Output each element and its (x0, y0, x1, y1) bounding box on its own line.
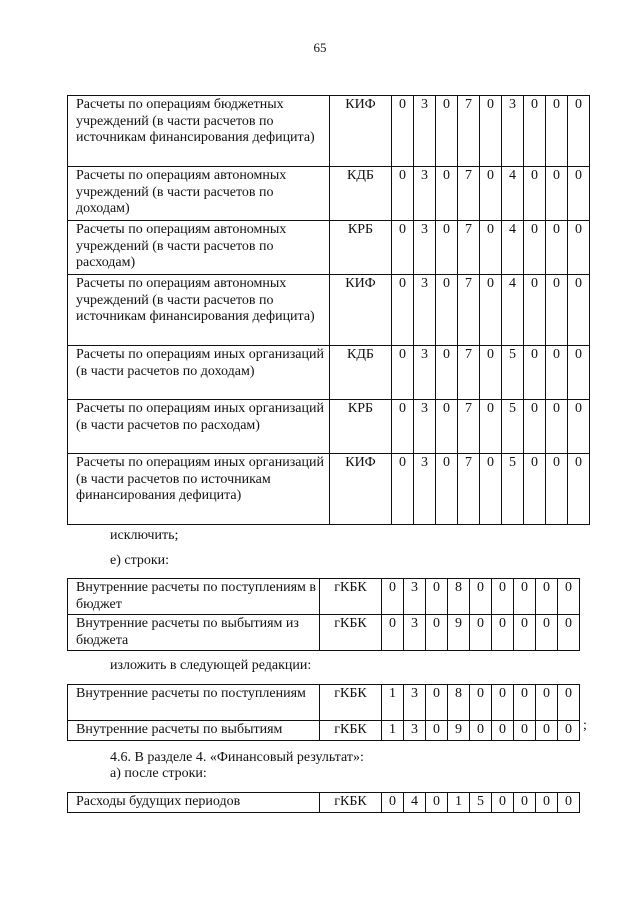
row-code: гКБК (320, 579, 382, 615)
digit-cell: 1 (382, 721, 404, 741)
digit-cell: 0 (480, 275, 502, 346)
digit-cell: 7 (458, 96, 480, 167)
digit-cell: 0 (470, 579, 492, 615)
digit-cell: 0 (558, 685, 580, 721)
digit-cell: 0 (436, 167, 458, 221)
row-label: Внутренние расчеты по выбытиям (68, 721, 320, 741)
table-row (68, 275, 590, 346)
row-code: КДБ (330, 346, 392, 400)
table-row (68, 454, 590, 525)
digit-cell: 0 (492, 721, 514, 741)
digit-cell: 1 (448, 793, 470, 813)
digit-cell: 0 (568, 96, 590, 167)
row-code: гКБК (320, 793, 382, 813)
digit-cell: 3 (404, 721, 426, 741)
digit-cell: 3 (414, 454, 436, 525)
digit-cell: 3 (414, 96, 436, 167)
table-row (68, 221, 590, 275)
table-row (68, 400, 590, 454)
digit-cell: 0 (480, 454, 502, 525)
digit-cell: 7 (458, 400, 480, 454)
digit-cell: 3 (502, 96, 524, 167)
table-row (68, 685, 580, 721)
row-label: Расходы будущих периодов (68, 793, 320, 813)
digit-cell: 0 (392, 96, 414, 167)
rows-e-heading: е) строки: (110, 553, 170, 568)
digit-cell: 0 (536, 579, 558, 615)
row-label: Расчеты по операциям автономных учреждений (в части расчетов по расходам) (68, 221, 330, 275)
digit-cell: 5 (470, 793, 492, 813)
digit-cell: 0 (524, 167, 546, 221)
row-label: Расчеты по операциям бюджетных учреждений (в части расчетов по источникам финансирования дефицита) (68, 96, 330, 167)
digit-cell: 0 (480, 400, 502, 454)
row-label: Расчеты по операциям иных организаций (в части расчетов по источникам финансирования дефицита) (68, 454, 330, 525)
digit-cell: 0 (426, 579, 448, 615)
digit-cell: 0 (436, 221, 458, 275)
digit-cell: 3 (404, 615, 426, 651)
digit-cell: 0 (480, 96, 502, 167)
digit-cell: 7 (458, 221, 480, 275)
digit-cell: 7 (458, 346, 480, 400)
table-row (68, 793, 580, 813)
digit-cell: 0 (536, 793, 558, 813)
digit-cell: 0 (524, 400, 546, 454)
row-code: КИФ (330, 275, 392, 346)
row-code: КИФ (330, 454, 392, 525)
digit-cell: 0 (426, 685, 448, 721)
digit-cell: 0 (480, 221, 502, 275)
accounts-table-main (67, 95, 590, 525)
digit-cell: 0 (546, 275, 568, 346)
row-code: гКБК (320, 721, 382, 741)
digit-cell: 0 (470, 615, 492, 651)
digit-cell: 0 (524, 454, 546, 525)
digit-cell: 0 (514, 721, 536, 741)
state-text: изложить в следующей редакции: (110, 658, 312, 673)
digit-cell: 0 (436, 346, 458, 400)
digit-cell: 8 (448, 685, 470, 721)
exclude-text: исключить; (110, 528, 179, 543)
digit-cell: 0 (392, 346, 414, 400)
digit-cell: 0 (546, 454, 568, 525)
digit-cell: 0 (436, 454, 458, 525)
digit-cell: 0 (524, 346, 546, 400)
row-label: Расчеты по операциям автономных учреждений (в части расчетов по источникам финансирования дефицита) (68, 275, 330, 346)
table-row (68, 96, 590, 167)
digit-cell: 3 (414, 400, 436, 454)
digit-cell: 0 (392, 167, 414, 221)
digit-cell: 0 (568, 346, 590, 400)
digit-cell: 0 (426, 615, 448, 651)
digit-cell: 7 (458, 275, 480, 346)
digit-cell: 4 (502, 167, 524, 221)
digit-cell: 0 (514, 793, 536, 813)
row-code: КРБ (330, 400, 392, 454)
digit-cell: 0 (546, 346, 568, 400)
digit-cell: 0 (426, 721, 448, 741)
digit-cell: 0 (492, 579, 514, 615)
digit-cell: 0 (536, 615, 558, 651)
digit-cell: 0 (492, 685, 514, 721)
digit-cell: 5 (502, 454, 524, 525)
digit-cell: 0 (392, 400, 414, 454)
digit-cell: 3 (414, 221, 436, 275)
digit-cell: 0 (568, 275, 590, 346)
digit-cell: 9 (448, 615, 470, 651)
digit-cell: 0 (382, 615, 404, 651)
digit-cell: 0 (568, 167, 590, 221)
digit-cell: 0 (568, 454, 590, 525)
digit-cell: 7 (458, 454, 480, 525)
digit-cell: 3 (404, 685, 426, 721)
digit-cell: 0 (436, 275, 458, 346)
row-label: Расчеты по операциям иных организаций (в части расчетов по расходам) (68, 400, 330, 454)
digit-cell: 0 (558, 615, 580, 651)
digit-cell: 5 (502, 346, 524, 400)
digit-cell: 0 (568, 400, 590, 454)
digit-cell: 0 (546, 400, 568, 454)
digit-cell: 0 (382, 579, 404, 615)
row-code: КИФ (330, 96, 392, 167)
digit-cell: 0 (492, 793, 514, 813)
digit-cell: 0 (524, 96, 546, 167)
digit-cell: 0 (558, 721, 580, 741)
accounts-table-fin (67, 792, 580, 813)
table-row (68, 615, 580, 651)
row-code: КДБ (330, 167, 392, 221)
sub-a-heading: а) после строки: (110, 766, 207, 781)
digit-cell: 3 (404, 579, 426, 615)
digit-cell: 0 (546, 167, 568, 221)
digit-cell: 9 (448, 721, 470, 741)
table-row (68, 167, 590, 221)
digit-cell: 0 (558, 793, 580, 813)
digit-cell: 0 (436, 400, 458, 454)
digit-cell: 0 (536, 721, 558, 741)
digit-cell: 1 (382, 685, 404, 721)
digit-cell: 5 (502, 400, 524, 454)
row-label: Внутренние расчеты по поступлениям (68, 685, 320, 721)
digit-cell: 0 (382, 793, 404, 813)
digit-cell: 0 (558, 579, 580, 615)
digit-cell: 0 (514, 615, 536, 651)
digit-cell: 0 (436, 96, 458, 167)
trailing-semicolon: ; (583, 718, 587, 733)
digit-cell: 0 (536, 685, 558, 721)
digit-cell: 3 (414, 167, 436, 221)
row-code: гКБК (320, 615, 382, 651)
digit-cell: 4 (404, 793, 426, 813)
digit-cell: 0 (480, 346, 502, 400)
digit-cell: 0 (524, 221, 546, 275)
digit-cell: 0 (492, 615, 514, 651)
row-label: Расчеты по операциям иных организаций (в части расчетов по доходам) (68, 346, 330, 400)
page-number: 65 (313, 40, 327, 55)
section-heading: 4.6. В разделе 4. «Финансовый результат»: (110, 750, 364, 765)
digit-cell: 0 (568, 221, 590, 275)
digit-cell: 0 (546, 221, 568, 275)
table-row (68, 579, 580, 615)
digit-cell: 8 (448, 579, 470, 615)
row-label: Расчеты по операциям автономных учреждений (в части расчетов по доходам) (68, 167, 330, 221)
row-label: Внутренние расчеты по поступлениям в бюджет (68, 579, 320, 615)
digit-cell: 4 (502, 221, 524, 275)
digit-cell: 0 (392, 275, 414, 346)
row-code: КРБ (330, 221, 392, 275)
digit-cell: 0 (514, 579, 536, 615)
row-code: гКБК (320, 685, 382, 721)
table-row (68, 721, 580, 741)
accounts-table-old (67, 578, 580, 651)
table-row (68, 346, 590, 400)
digit-cell: 0 (470, 721, 492, 741)
digit-cell: 0 (524, 275, 546, 346)
digit-cell: 3 (414, 275, 436, 346)
digit-cell: 0 (426, 793, 448, 813)
digit-cell: 0 (392, 221, 414, 275)
digit-cell: 7 (458, 167, 480, 221)
digit-cell: 0 (480, 167, 502, 221)
accounts-table-new (67, 684, 580, 741)
row-label: Внутренние расчеты по выбытиям из бюджета (68, 615, 320, 651)
digit-cell: 0 (546, 96, 568, 167)
digit-cell: 3 (414, 346, 436, 400)
digit-cell: 0 (470, 685, 492, 721)
digit-cell: 0 (392, 454, 414, 525)
digit-cell: 4 (502, 275, 524, 346)
digit-cell: 0 (514, 685, 536, 721)
